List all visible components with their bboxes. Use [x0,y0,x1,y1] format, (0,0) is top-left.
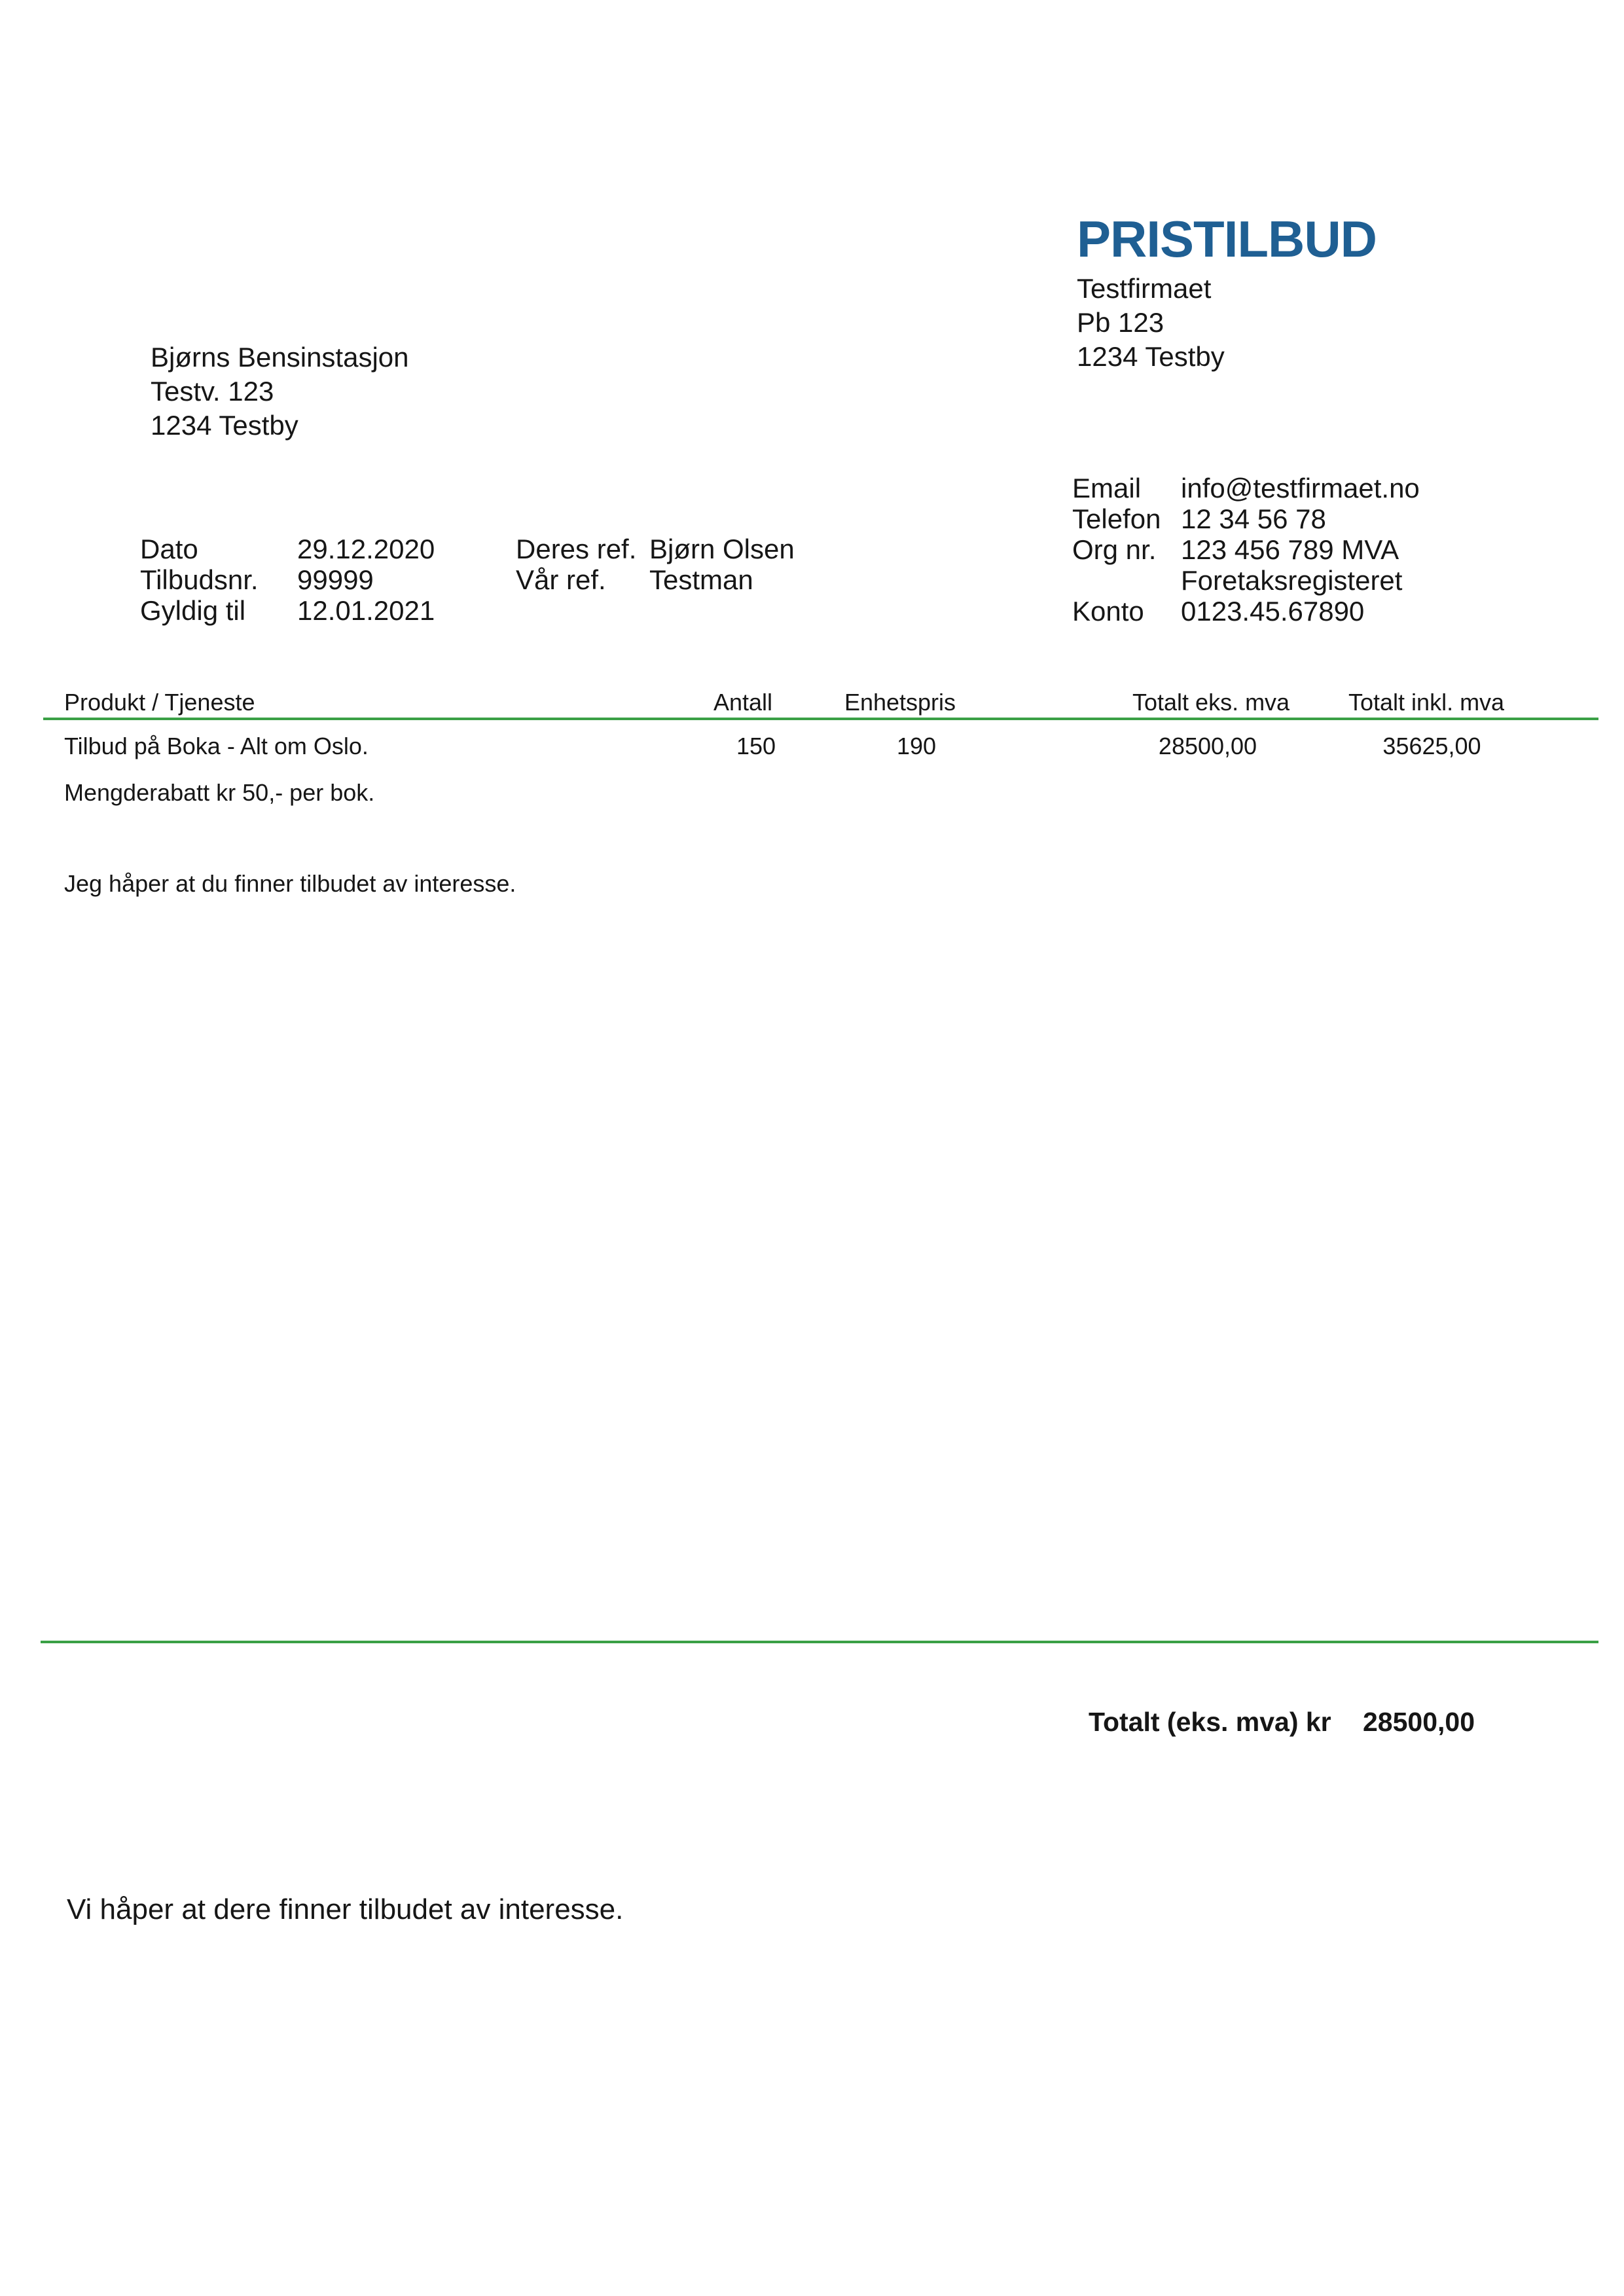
contact-values [1181,473,1420,627]
offer-number-label: Tilbudsnr. [140,564,259,595]
reference-values [649,534,795,595]
our-ref-label: Vår ref. [516,564,606,595]
offer-number-value: 99999 [297,564,374,595]
recipient-address [151,340,409,443]
total-value: 28500,00 [1363,1707,1475,1737]
column-header-product: Produkt / Tjeneste [64,689,255,716]
your-ref-label: Deres ref. [516,534,637,564]
recipient-name: Bjørns Bensinstasjon [151,342,409,373]
email-value: info@testfirmaet.no [1181,473,1420,503]
sender-address-line-2: 1234 Testby [1077,341,1225,372]
email-label: Email [1072,473,1142,503]
account-value: 0123.45.67890 [1181,596,1365,627]
phone-value: 12 34 56 78 [1181,503,1326,534]
org-value: 123 456 789 MVA [1181,534,1399,565]
offer-meta-values [297,534,435,626]
valid-until-label: Gyldig til [140,595,246,626]
discount-note: Mengderabatt kr 50,- per bok. [64,779,375,806]
column-header-quantity: Antall [713,689,773,716]
table-header-divider [43,718,1598,720]
row-unit-price: 190 [896,733,937,759]
reference-labels [516,534,636,595]
document-title: PRISTILBUD [1077,210,1377,268]
column-header-total-ex-vat: Totalt eks. mva [1132,689,1290,716]
date-value: 29.12.2020 [297,534,435,564]
offer-meta-labels [140,534,259,626]
recipient-address-line-1: Testv. 123 [151,376,274,407]
row-total-inc-vat: 35625,00 [1382,733,1481,759]
row-total-ex-vat: 28500,00 [1158,733,1257,759]
summary-divider [41,1641,1598,1643]
sender-address [1077,272,1225,374]
valid-until-value: 12.01.2021 [297,595,435,626]
phone-label: Telefon [1072,503,1161,534]
row-quantity: 150 [736,733,776,759]
our-ref-value: Testman [649,564,753,595]
account-label: Konto [1072,596,1144,627]
sender-address-line-1: Pb 123 [1077,307,1164,338]
date-label: Dato [140,534,198,564]
recipient-address-line-2: 1234 Testby [151,410,298,441]
total-label: Totalt (eks. mva) kr [1089,1707,1331,1737]
register-label-spacer [1072,565,1161,596]
column-header-unit-price: Enhetspris [844,689,956,716]
column-header-total-inc-vat: Totalt inkl. mva [1348,689,1505,716]
register-value: Foretaksregisteret [1181,565,1403,596]
your-ref-value: Bjørn Olsen [649,534,795,564]
closing-message: Vi håper at dere finner tilbudet av interesse. [67,1893,624,1925]
org-label: Org nr. [1072,534,1157,565]
interest-message: Jeg håper at du finner tilbudet av interesse. [64,870,516,897]
contact-labels [1072,473,1161,627]
sender-name: Testfirmaet [1077,273,1212,304]
row-product: Tilbud på Boka - Alt om Oslo. [64,733,369,759]
